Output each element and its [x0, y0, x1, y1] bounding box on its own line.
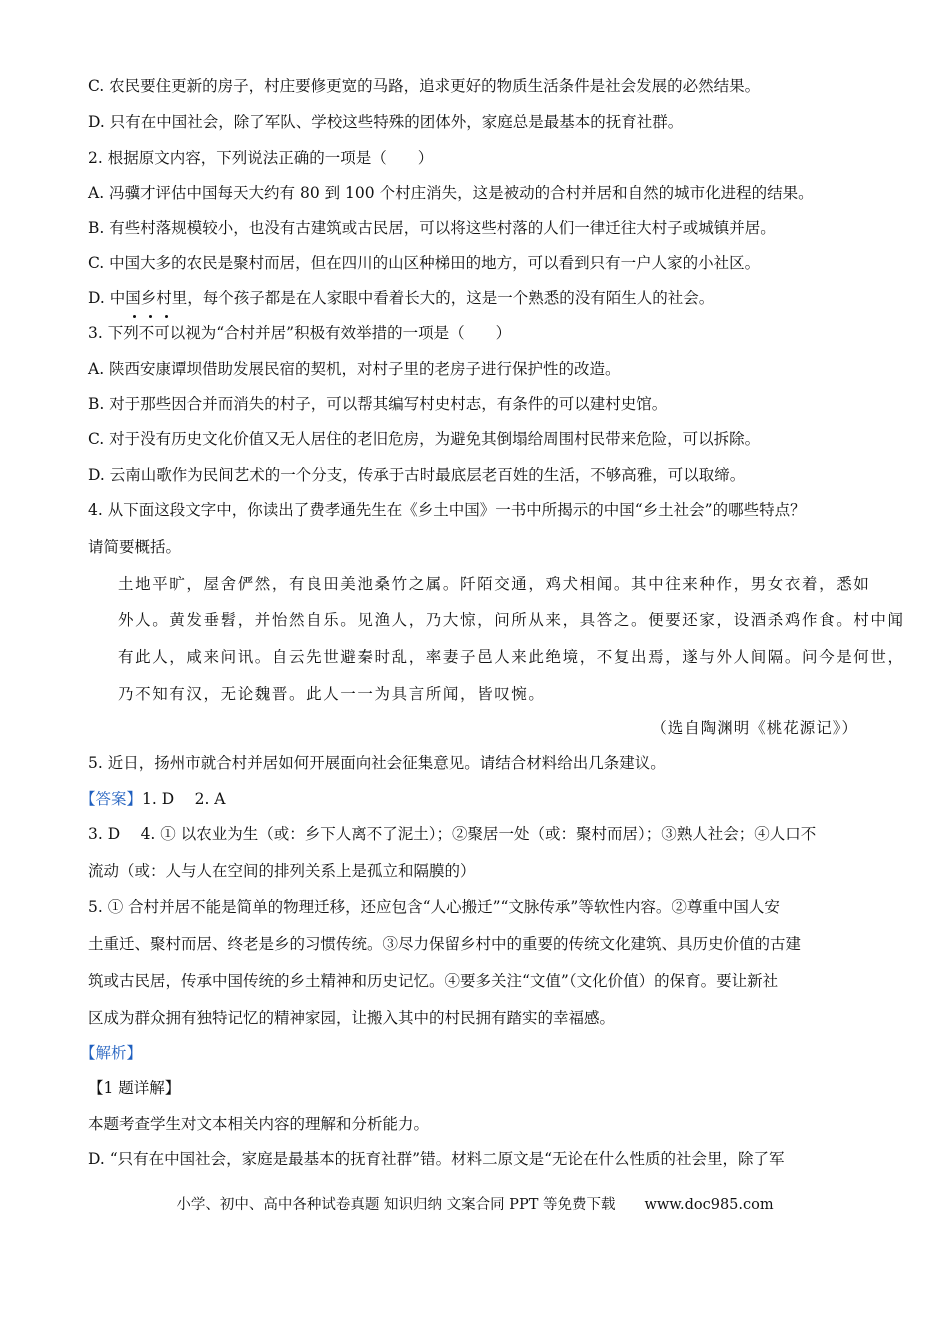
- detail-heading-1: 【1 题详解】: [88, 1079, 181, 1097]
- quote-source: （选自陶渊明《桃花源记》）: [651, 719, 858, 737]
- quote-line-4: 乃不知有汉，无论魏晋。此人一一为具言所闻，皆叹惋。: [118, 685, 546, 703]
- answer-first: 1. D 2. A: [142, 790, 226, 808]
- option-d-q1: D. 只有在中国社会，除了军队、学校这些特殊的团体外，家庭总是最基本的抚育社群。: [88, 113, 684, 131]
- analysis-tag: 【解析】: [80, 1044, 143, 1062]
- option-c-q3: C. 对于没有历史文化价值又无人居住的老旧危房，为避免其倒塌给周围村民带来危险，可以拆除。: [88, 430, 761, 448]
- analysis-d: D. “只有在中国社会，家庭是最基本的抚育社群”错。材料二原文是“无论在什么性质的社会里，除了军: [88, 1150, 785, 1168]
- quote-line-2: 外人。黄发垂髫，并怡然自乐。见渔人，乃大惊，问所从来，具答之。便要还家，设酒杀鸡作食。村中闻: [118, 611, 905, 629]
- answer-tag: 【答案】: [80, 790, 143, 808]
- option-b-q3: B. 对于那些因合并而消失的村子，可以帮其编写村史村志，有条件的可以建村史馆。: [88, 395, 668, 413]
- question-3: 3. 下列不可以视为“合村并居”积极有效举措的一项是（ ）: [88, 324, 512, 342]
- question-2: 2. 根据原文内容，下列说法正确的一项是（ ）: [88, 149, 434, 167]
- answer-5-line-3: 筑或古民居，传承中国传统的乡土精神和历史记忆。④要多关注“文值”（文化价值）的保育。要让新社: [88, 972, 779, 990]
- analysis-intro: 本题考查学生对文本相关内容的理解和分析能力。: [88, 1115, 430, 1133]
- emphasis-dots: [131, 315, 183, 321]
- question-4: 4. 从下面这段文字中，你读出了费孝通先生在《乡土中国》一书中所揭示的中国“乡土社会”的哪些特点？: [88, 501, 806, 519]
- option-c-q2: C. 中国大多的农民是聚村而居，但在四川的山区种梯田的地方，可以看到只有一户人家的小社区。: [88, 254, 761, 272]
- option-c-q1: C. 农民要住更新的房子，村庄要修更宽的马路，追求更好的物质生活条件是社会发展的必然结果。: [88, 77, 761, 95]
- option-a-q3: A. 陕西安康谭坝借助发展民宿的契机，对村子里的老房子进行保护性的改造。: [88, 360, 621, 378]
- option-d-q2: D. 中国乡村里，每个孩子都是在人家眼中看着长大的，这是一个熟悉的没有陌生人的社会。: [88, 289, 715, 307]
- question-4-cont: 请简要概括。: [88, 538, 182, 556]
- quote-line-3: 有此人，咸来问讯。自云先世避秦时乱，率妻子邑人来此绝境，不复出焉，遂与外人间隔。问今是何世，: [118, 648, 905, 666]
- answer-5-line-4: 区成为群众拥有独特记忆的精神家园，让搬入其中的村民拥有踏实的幸福感。: [88, 1009, 616, 1027]
- answer-line: [80, 789, 226, 809]
- answer-5-line-1: 5. ① 合村并居不能是简单的物理迁移，还应包含“人心搬迁”“文脉传承”等软性内容。②尊重中国人安: [88, 898, 780, 916]
- answer-4-cont: 流动（或：人与人在空间的排列关系上是孤立和隔膜的）: [88, 862, 476, 880]
- answer-3-4: 3. D 4. ① 以农业为生（或：乡下人离不了泥土）；②聚居一处（或：聚村而居）；③熟人社会；④人口不: [88, 825, 817, 843]
- answer-5-line-2: 土重迁、聚村而居、终老是乡的习惯传统。③尽力保留乡村中的重要的传统文化建筑、具历史价值的古建: [88, 935, 802, 953]
- page-footer: 小学、初中、高中各种试卷真题 知识归纳 文案合同 PPT 等免费下载 www.doc985.com: [176, 1197, 774, 1213]
- option-d-q3: D. 云南山歌作为民间艺术的一个分支，传承于古时最底层老百姓的生活，不够高雅，可以取缔。: [88, 466, 746, 484]
- option-b-q2: B. 有些村落规模较小，也没有古建筑或古民居，可以将这些村落的人们一律迁往大村子或城镇并居。: [88, 219, 776, 237]
- question-5: 5. 近日，扬州市就合村并居如何开展面向社会征集意见。请结合材料给出几条建议。: [88, 754, 666, 772]
- quote-line-1: 土地平旷，屋舍俨然，有良田美池桑竹之属。阡陌交通，鸡犬相闻。其中往来种作，男女衣着，悉如: [118, 575, 871, 593]
- option-a-q2: A. 冯骥才评估中国每天大约有 80 到 100 个村庄消失，这是被动的合村并居和自然的城市化进程的结果。: [88, 184, 814, 202]
